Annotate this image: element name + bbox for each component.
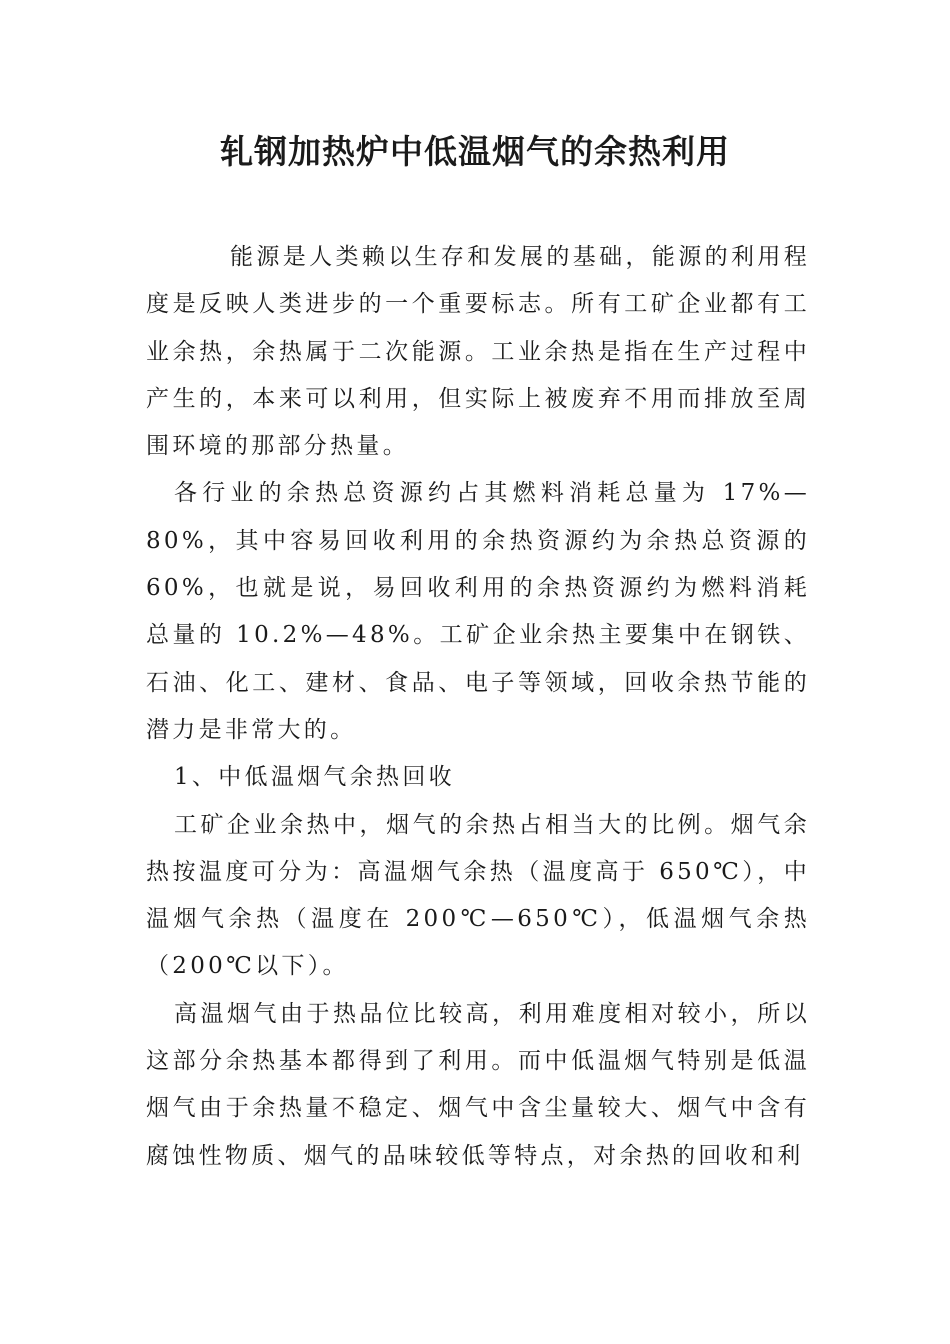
- document-body: [146, 234, 810, 1180]
- section-heading: 1、中低温烟气余热回收: [174, 764, 455, 791]
- paragraph-classification: 工矿企业余热中，烟气的余热占相当大的比例。烟气余热按温度可分为：高温烟气余热（温度高于 650℃），中温烟气余热（温度在 200℃—650℃），低温烟气余热（200℃以下）。: [146, 811, 810, 980]
- paragraph-intro: 能源是人类赖以生存和发展的基础，能源的利用程度是反映人类进步的一个重要标志。所有工矿企业都有工业余热，余热属于二次能源。工业余热是指在生产过程中产生的，本来可以利用，但实际上被废弃不用而排放至周围环境的那部分热量。: [146, 244, 810, 460]
- paragraph-resources: 各行业的余热总资源约占其燃料消耗总量为 17%—80%，其中容易回收利用的余热资源约为余热总资源的 60%，也就是说，易回收利用的余热资源约为燃料消耗总量的 10.2%—48%。工矿企业余热主要集中在钢铁、石油、化工、建材、食品、电子等领域，回收余热节能的潜力是非常大的。: [146, 480, 810, 743]
- document-title: 轧钢加热炉中低温烟气的余热利用: [220, 132, 730, 171]
- paragraph-high-temp: 高温烟气由于热品位比较高，利用难度相对较小，所以这部分余热基本都得到了利用。而中低温烟气特别是低温烟气由于余热量不稳定、烟气中含尘量较大、烟气中含有腐蚀性物质、烟气的品味较低等特点，对余热的回收和利: [146, 1000, 810, 1169]
